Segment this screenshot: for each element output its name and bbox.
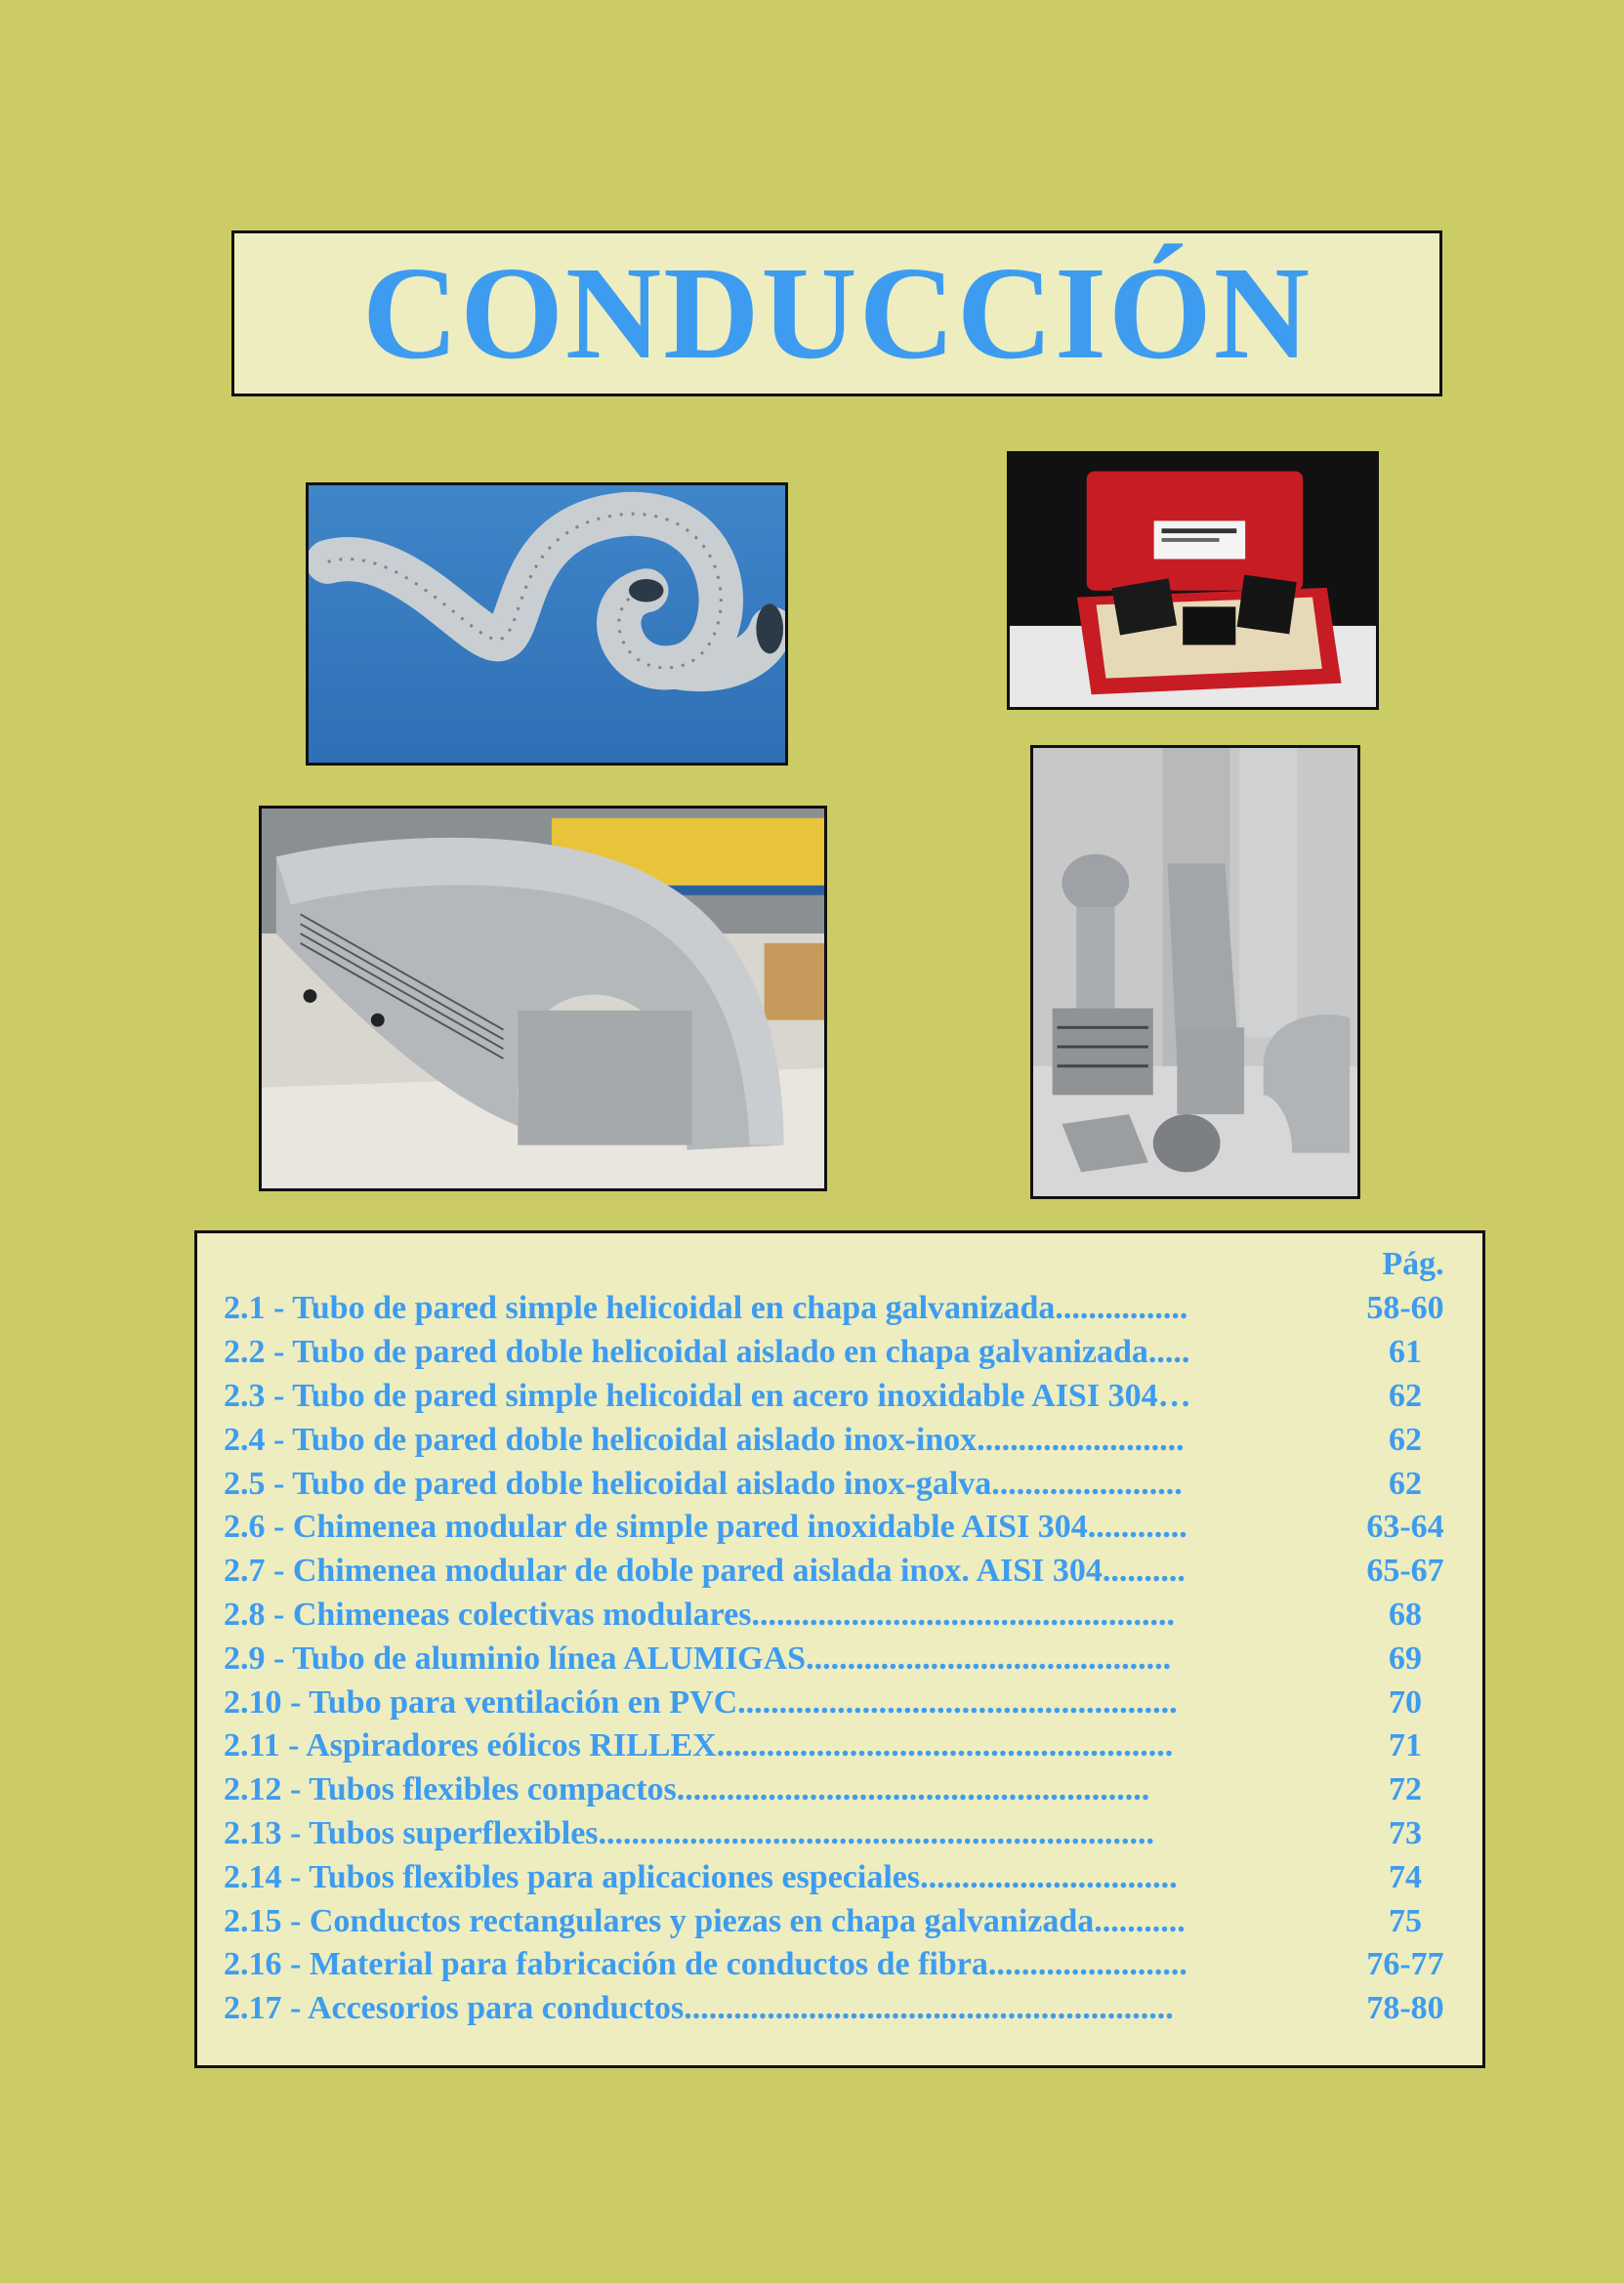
toc-entry	[224, 1375, 1474, 1419]
toc-entry-label: 2.14 - Tubos flexibles para aplicaciones especiales...............................	[224, 1858, 1178, 1895]
toc-entry-label: 2.15 - Conductos rectangulares y piezas en chapa galvanizada...........	[224, 1902, 1186, 1939]
toc-entry-page: 72	[1389, 1771, 1422, 1808]
toc-entry-page: 75	[1389, 1902, 1422, 1939]
toc-entry	[224, 1331, 1474, 1375]
toc-entry-page: 61	[1389, 1334, 1422, 1371]
page-title: CONDUCCIÓN	[362, 240, 1312, 387]
flexible-duct-photo	[306, 482, 788, 766]
toc-entry-page: 62	[1389, 1465, 1422, 1502]
toc-entry	[224, 1768, 1474, 1812]
toc-entry-page: 71	[1389, 1727, 1422, 1764]
toc-entry	[224, 1418, 1474, 1462]
toc-entry	[224, 1812, 1474, 1856]
toc-entry	[224, 1287, 1474, 1331]
toc-entry	[224, 1637, 1474, 1681]
toc-entry-page: 62	[1389, 1377, 1422, 1414]
toc-entry	[224, 1987, 1474, 2031]
red-case-photo	[1007, 451, 1379, 710]
toc-entry-page: 76-77	[1366, 1946, 1444, 1983]
toc-entry-label: 2.13 - Tubos superflexibles...................................................................	[224, 1814, 1155, 1851]
toc-entry-label: 2.2 - Tubo de pared doble helicoidal aislado en chapa galvanizada.....	[224, 1334, 1190, 1371]
toc-entry	[224, 1594, 1474, 1638]
toc-entry	[224, 1943, 1474, 1987]
toc-entry	[224, 1724, 1474, 1768]
toc-entry-label: 2.8 - Chimeneas colectivas modulares...................................................	[224, 1596, 1175, 1633]
toc-entry-label: 2.16 - Material para fabricación de conductos de fibra........................	[224, 1946, 1187, 1983]
toc-entry-label: 2.12 - Tubos flexibles compactos.........................................................	[224, 1771, 1150, 1808]
toc-entry-page: 62	[1389, 1421, 1422, 1458]
toc-entry-label: 2.1 - Tubo de pared simple helicoidal en chapa galvanizada................	[224, 1290, 1188, 1327]
toc-entry-page: 68	[1389, 1596, 1422, 1633]
title-box	[231, 230, 1442, 396]
page-column-header: Pág.	[1382, 1246, 1444, 1282]
galvanized-hood-photo	[259, 806, 827, 1191]
toc-entry	[224, 1506, 1474, 1550]
toc-entry	[224, 1550, 1474, 1594]
toc-entry-page: 63-64	[1366, 1509, 1444, 1546]
toc-entry	[224, 1681, 1474, 1724]
toc-entry	[224, 1855, 1474, 1899]
toc-entry-label: 2.5 - Tubo de pared doble helicoidal aislado inox-galva.......................	[224, 1465, 1183, 1502]
duct-parts-photo	[1030, 745, 1360, 1199]
toc-entry-page: 73	[1389, 1814, 1422, 1851]
toc-entry-page: 69	[1389, 1640, 1422, 1677]
toc-entry	[224, 1899, 1474, 1943]
toc-entry-label: 2.6 - Chimenea modular de simple pared inoxidable AISI 304............	[224, 1509, 1187, 1546]
toc-entry-page: 78-80	[1366, 1990, 1444, 2027]
toc-entry-page: 58-60	[1366, 1290, 1444, 1327]
toc-entry	[224, 1462, 1474, 1506]
toc-entry-page: 70	[1389, 1683, 1422, 1721]
toc-entry-page: 74	[1389, 1858, 1422, 1895]
toc-entry-label: 2.4 - Tubo de pared doble helicoidal aislado inox-inox.........................	[224, 1421, 1185, 1458]
toc-entry-label: 2.9 - Tubo de aluminio línea ALUMIGAS............................................	[224, 1640, 1172, 1677]
toc-entry-label: 2.17 - Accesorios para conductos...........................................................	[224, 1990, 1174, 2027]
toc-entry-label: 2.7 - Chimenea modular de doble pared aislada inox. AISI 304..........	[224, 1553, 1186, 1590]
toc-entry-label: 2.10 - Tubo para ventilación en PVC.....................................................	[224, 1683, 1178, 1721]
toc-entry-label: 2.3 - Tubo de pared simple helicoidal en acero inoxidable AISI 304…	[224, 1377, 1191, 1414]
toc-entry-label: 2.11 - Aspiradores eólicos RILLEX.......................................................	[224, 1727, 1174, 1764]
toc-entry-page: 65-67	[1366, 1553, 1444, 1590]
toc-list	[224, 1287, 1474, 2031]
